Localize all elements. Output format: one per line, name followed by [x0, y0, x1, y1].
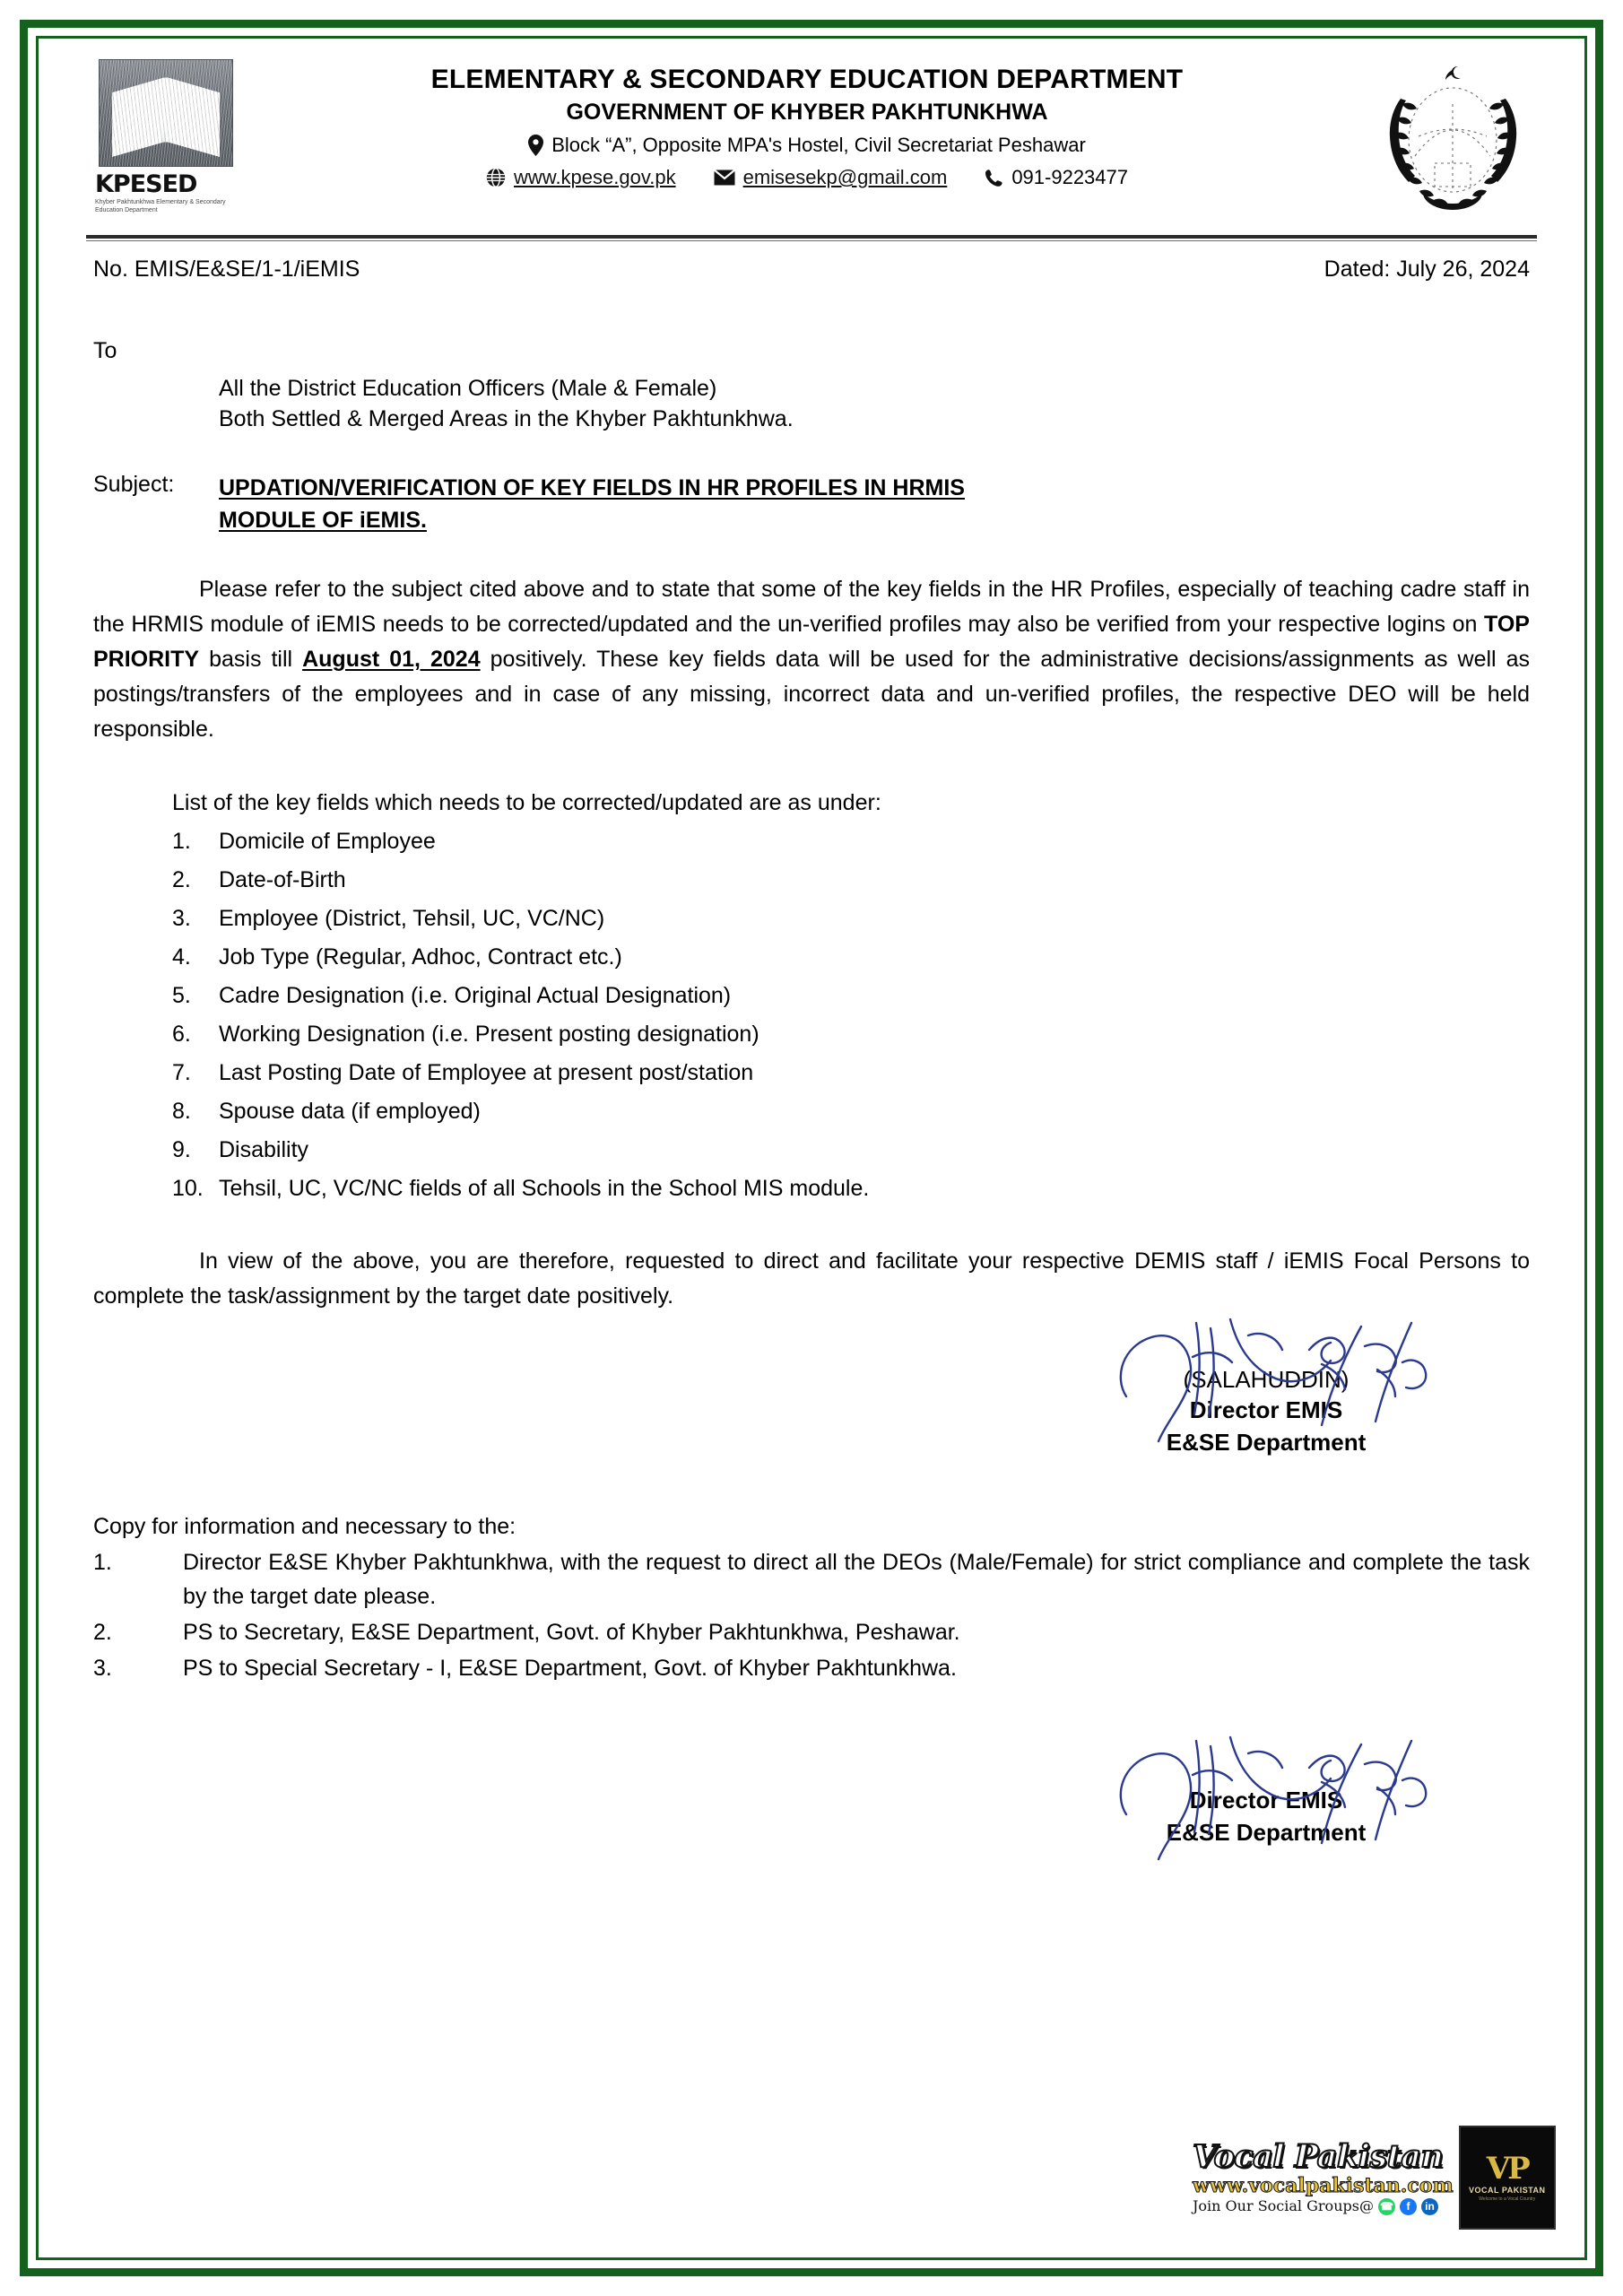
- subject-line-2: MODULE OF iEMIS.: [219, 508, 427, 533]
- list-item-number: 9.: [172, 1137, 191, 1162]
- signatory-name: (SALAHUDDIN): [1183, 1366, 1350, 1393]
- list-item-label: Disability: [219, 1137, 309, 1162]
- watermark-text-block: [1191, 2126, 1459, 2230]
- list-item-number: 6.: [172, 1022, 191, 1047]
- copy-item-number: 1.: [93, 1550, 112, 1575]
- addressee-block: [219, 373, 1530, 434]
- list-item-label: Cadre Designation (i.e. Original Actual Designation): [219, 983, 732, 1008]
- phone-item: [985, 166, 1128, 189]
- letterhead-text-block: [242, 52, 1372, 189]
- list-item: [93, 1651, 1530, 1685]
- list-item-number: 8.: [172, 1099, 191, 1124]
- linkedin-icon[interactable]: in: [1421, 2198, 1438, 2215]
- letterhead-divider: [86, 235, 1537, 239]
- list-item-number: 10.: [172, 1176, 204, 1201]
- signature-block-primary: [1060, 1366, 1472, 1458]
- signature-block-secondary: [1060, 1784, 1472, 1848]
- addressee-line-2: Both Settled & Merged Areas in the Khyber Pakhtunkhwa.: [219, 406, 794, 431]
- para1-segment-2: basis till: [199, 647, 303, 672]
- list-item: [172, 938, 1530, 977]
- key-fields-list: [172, 822, 1530, 1208]
- copy-item-text: PS to Special Secretary - I, E&SE Department, Govt. of Khyber Pakhtunkhwa.: [183, 1656, 957, 1681]
- website-link[interactable]: www.kpese.gov.pk: [514, 166, 676, 188]
- email-link[interactable]: emisesekp@gmail.com: [742, 166, 948, 188]
- watermark-badge-mark: VP: [1486, 2151, 1528, 2187]
- address-row: [242, 134, 1372, 157]
- open-book-logo-icon: [99, 59, 233, 167]
- phone-number: 091-9223477: [1011, 166, 1128, 188]
- list-item: [93, 1615, 1530, 1649]
- reference-date: Dated: July 26, 2024: [1324, 257, 1530, 282]
- pakistan-state-emblem-icon: [1372, 52, 1533, 214]
- vocal-pakistan-watermark: [1191, 2126, 1549, 2230]
- list-item: [172, 861, 1530, 900]
- address-text: Block “A”, Opposite MPA's Hostel, Civil Secretariat Peshawar: [551, 134, 1086, 156]
- watermark-social-row: [1193, 2197, 1454, 2215]
- to-label: To: [93, 338, 117, 363]
- reference-number: No. EMIS/E&SE/1-1/iEMIS: [93, 257, 360, 282]
- watermark-url[interactable]: www.vocalpakistan.com: [1193, 2174, 1454, 2197]
- watermark-join-label: Join Our Social Groups@: [1193, 2197, 1374, 2214]
- list-item-label: Job Type (Regular, Adhoc, Contract etc.): [219, 944, 622, 970]
- signatory-role-1: Director EMIS: [1189, 1396, 1343, 1423]
- list-item: [172, 822, 1530, 861]
- list-item-label: Spouse data (if employed): [219, 1099, 481, 1124]
- location-pin-icon: [528, 135, 543, 156]
- list-item-label: Employee (District, Tehsil, UC, VC/NC): [219, 906, 605, 931]
- letterhead: [54, 52, 1569, 242]
- government-title: GOVERNMENT OF KHYBER PAKHTUNKHWA: [566, 100, 1048, 125]
- list-item-number: 4.: [172, 944, 191, 970]
- list-item: [172, 1131, 1530, 1170]
- key-fields-intro: List of the key fields which needs to be corrected/updated are as under:: [172, 790, 881, 815]
- list-item-number: 2.: [172, 867, 191, 892]
- kpesed-sublabel: Khyber Pakhtunkhwa Elementary & Secondary Education Department: [95, 199, 226, 213]
- kpesed-wordmark: KPESED: [95, 170, 197, 198]
- email-item[interactable]: [714, 166, 948, 189]
- list-item-label: Working Designation (i.e. Present posting designation): [219, 1022, 759, 1047]
- copy-item-text: Director E&SE Khyber Pakhtunkhwa, with the request to direct all the DEOs (Male/Female) for strict compliance and complete the task by the target date please.: [183, 1550, 1530, 1609]
- facebook-icon[interactable]: f: [1400, 2198, 1417, 2215]
- watermark-brand: Vocal Pakistan: [1193, 2138, 1444, 2175]
- list-item-label: Domicile of Employee: [219, 829, 436, 854]
- list-item: [172, 1092, 1530, 1131]
- website-item[interactable]: [486, 166, 676, 189]
- watermark-badge: [1459, 2126, 1556, 2230]
- subject-text: [219, 472, 965, 536]
- phone-icon: [985, 169, 1003, 187]
- subject-row: [93, 472, 1530, 536]
- copy-item-text: PS to Secretary, E&SE Department, Govt. of Khyber Pakhtunkhwa, Peshawar.: [183, 1620, 960, 1645]
- kpesed-logo: [90, 52, 242, 214]
- copy-section-heading: Copy for information and necessary to the:: [93, 1514, 516, 1539]
- whatsapp-icon[interactable]: ☎: [1378, 2198, 1395, 2215]
- body-paragraph-1: [93, 572, 1530, 747]
- list-item-number: 3.: [172, 906, 191, 931]
- copy-item-number: 2.: [93, 1620, 112, 1645]
- signatory-role-2: E&SE Department: [1166, 1429, 1367, 1456]
- watermark-badge-name: VOCAL PAKISTAN: [1469, 2186, 1546, 2195]
- para1-deadline-date: August 01, 2024: [302, 647, 481, 672]
- list-item: [172, 900, 1530, 938]
- signatory-role-2: E&SE Department: [1166, 1819, 1367, 1846]
- list-item-label: Date-of-Birth: [219, 867, 346, 892]
- reference-row: [54, 242, 1569, 283]
- list-item-number: 1.: [172, 829, 191, 854]
- copy-list: [93, 1545, 1530, 1685]
- list-item-label: Last Posting Date of Employee at present post/station: [219, 1060, 754, 1085]
- globe-icon: [486, 168, 506, 187]
- list-item-label: Tehsil, UC, VC/NC fields of all Schools in the School MIS module.: [219, 1176, 870, 1201]
- list-item-number: 5.: [172, 983, 191, 1008]
- watermark-badge-tagline: Welcome to a Vocal Country: [1479, 2196, 1536, 2202]
- envelope-icon: [714, 170, 735, 186]
- list-item-number: 7.: [172, 1060, 191, 1085]
- subject-label: Subject:: [93, 472, 175, 497]
- list-item: [172, 1015, 1530, 1054]
- signatory-role-1: Director EMIS: [1189, 1787, 1343, 1813]
- contact-row: [242, 166, 1372, 189]
- body-paragraph-2: In view of the above, you are therefore, requested to direct and facilitate your respective DEMIS staff / iEMIS Focal Persons to complete the task/assignment by the target date positively.: [93, 1248, 1530, 1309]
- subject-line-1: UPDATION/VERIFICATION OF KEY FIELDS IN HR PROFILES IN HRMIS: [219, 475, 965, 500]
- list-item: [172, 977, 1530, 1015]
- list-item: [172, 1170, 1530, 1208]
- list-item: [93, 1545, 1530, 1613]
- para1-segment-1: Please refer to the subject cited above and to state that some of the key fields in the HR Profiles, especially of teaching cadre staff in the HRMIS module of iEMIS needs to be corrected/updated and the un-verified profiles may also be verified from your respective logins on: [93, 577, 1530, 637]
- document-sheet: [54, 52, 1569, 2244]
- department-title: ELEMENTARY & SECONDARY EDUCATION DEPARTMENT: [430, 65, 1184, 94]
- list-item: [172, 1054, 1530, 1092]
- para1-bold-top-priority: TOP PRIORITY: [93, 612, 1530, 672]
- para1-segment-3: positively. These key fields data will be used for the administrative decisions/assignments as well as postings/transfers of the employees and in case of any missing, incorrect data and un-verified profiles, the respective DEO will be held responsible.: [93, 647, 1531, 742]
- addressee-line-1: All the District Education Officers (Male & Female): [219, 376, 717, 401]
- copy-item-number: 3.: [93, 1656, 112, 1681]
